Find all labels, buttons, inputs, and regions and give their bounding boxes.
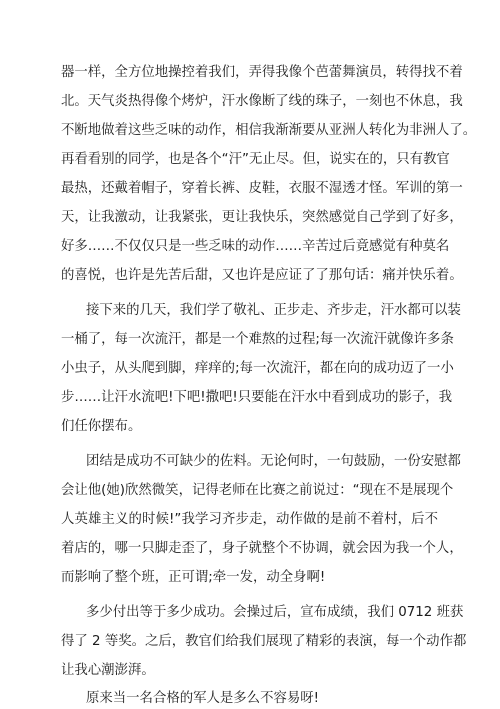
text-line: 接下来的几天，我们学了敬礼、正步走、齐步走，汗水都可以装 <box>86 303 461 318</box>
text-line: 人英雄主义的时候!”我学习齐步走，动作做的是前不着村，后不 <box>61 512 438 527</box>
text-line: 天，让我激动，让我紧张，更让我快乐，突然感觉自己学到了好多， <box>61 210 463 225</box>
text-line: 着店的，哪一只脚走歪了，身子就整个不协调，就会因为我一个人， <box>61 541 463 556</box>
text-line: 而影响了整个班，正可谓;牵一发，动全身啊! <box>61 570 326 585</box>
text-line: 让我心潮澎湃。 <box>61 663 155 678</box>
text-line: 不断地做着这些乏味的动作，相信我渐渐要从亚洲人转化为非洲人了。 <box>61 123 477 138</box>
text-line: 步……让汗水流吧!下吧!撒吧!只要能在汗水中看到成功的影子，我 <box>61 390 453 405</box>
text-line: 一桶了，每一次流汗，都是一个难熬的过程;每一次流汗就像许多条 <box>61 332 454 347</box>
text-line: 得了 2 等奖。之后，教官们给我们展现了精彩的表演，每一个动作都 <box>61 634 467 649</box>
text-line: 会让他(她)欣然微笑，记得老师在比赛之前说过：“现在不是展现个 <box>61 483 454 498</box>
text-line: 们任你摆布。 <box>61 419 142 434</box>
text-line: 器一样，全方位地操控着我们，弄得我像个芭蕾舞演员，转得找不着 <box>61 65 463 80</box>
text-line: 团结是成功不可缺少的佐料。无论何时，一句鼓励，一份安慰都 <box>86 454 461 469</box>
text-line: 小虫子，从头爬到脚，痒痒的;每一次流汗，都在向的成功迈了一小 <box>61 361 454 376</box>
text-line: 的喜悦，也许是先苦后甜，又也许是应证了了那句话：痛并快乐着。 <box>61 268 463 283</box>
text-line: 好多……不仅仅只是一些乏味的动作……辛苦过后竟感觉有种莫名 <box>61 239 450 254</box>
text-line: 原来当一名合格的军人是多么不容易呀! <box>86 691 320 706</box>
text-line: 多少付出等于多少成功。会操过后，宣布成绩，我们 0712 班获 <box>86 605 464 620</box>
text-line: 再看看别的同学，也是各个“汗”无止尽。但，说实在的，只有教官 <box>61 152 450 167</box>
text-line: 最热，还戴着帽子，穿着长裤、皮鞋，衣服不湿透才怪。军训的第一 <box>61 181 463 196</box>
text-line: 北。天气炎热得像个烤炉，汗水像断了线的珠子，一刻也不休息，我 <box>61 94 463 109</box>
